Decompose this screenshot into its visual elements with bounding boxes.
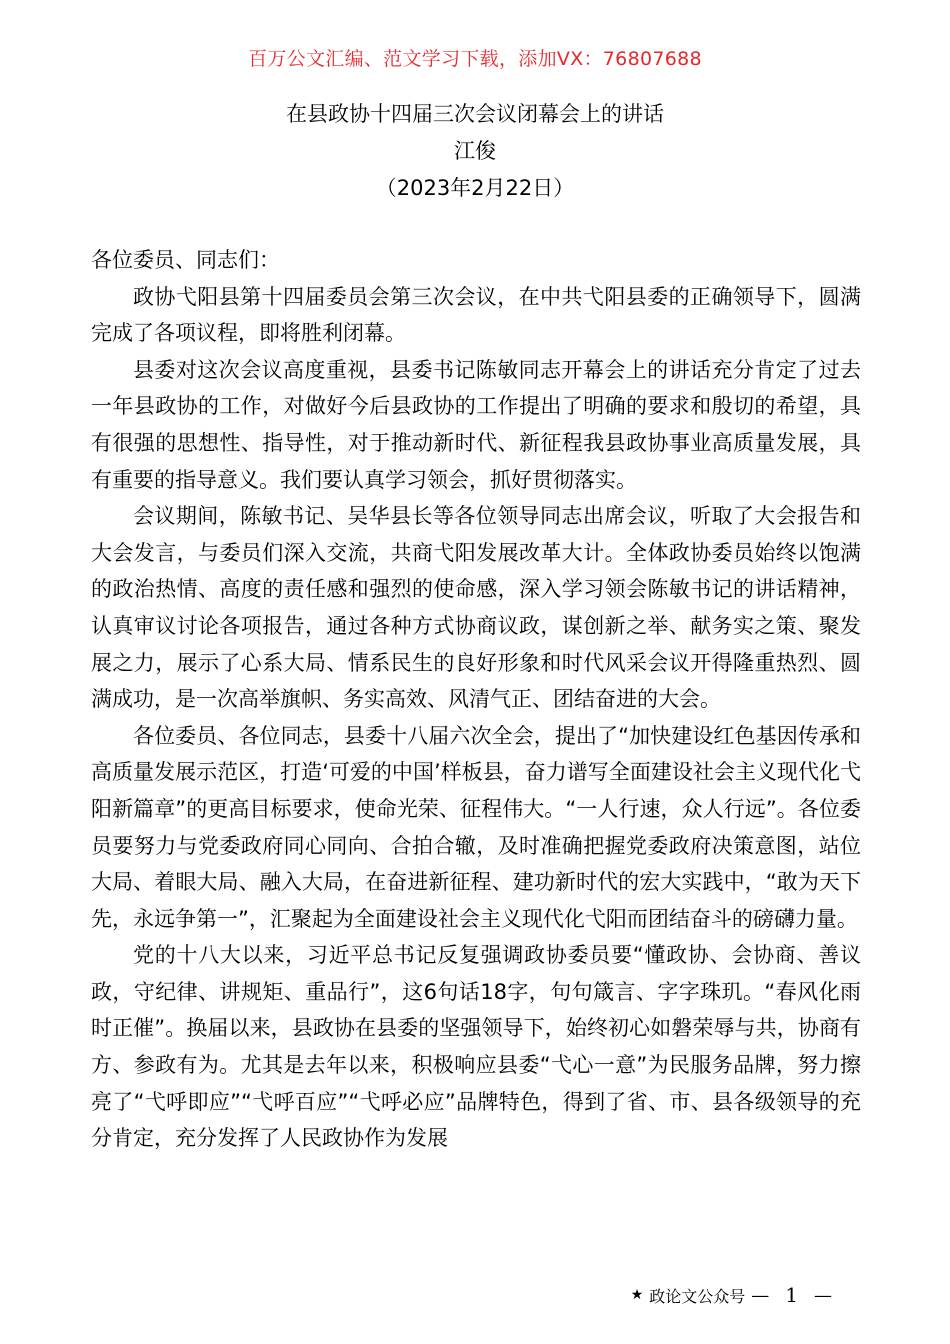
- footer-dash-right: —: [814, 1284, 832, 1306]
- speech-body: [91, 242, 861, 1157]
- page-number: 1: [785, 1283, 798, 1307]
- paragraph: 各位委员、各位同志，县委十八届六次全会，提出了“加快建设红色基因传承和高质量发展示范区，打造‘可爱的中国’样板县，奋力谱写全面建设社会主义现代化弋阳新篇章”的更高目标要求，使命光荣、征程伟大。“一人行速，众人行远”。各位委员要努力与党委政府同心同向、合拍合辙，及时准确把握党委政府决策意图，站位大局、着眼大局、融入大局，在奋进新征程、建功新时代的宏大实践中，“敢为天下先，永远争第一”，汇聚起为全面建设社会主义现代化弋阳而团结奋斗的磅礴力量。: [91, 723, 861, 931]
- footer-dash-left: —: [751, 1284, 770, 1306]
- footer-source: 政论文公众号: [649, 1286, 746, 1306]
- paragraph: 县委对这次会议高度重视，县委书记陈敏同志开幕会上的讲话充分肯定了过去一年县政协的工作，对做好今后县政协的工作提出了明确的要求和殷切的希望，具有很强的思想性、指导性，对于推动新时代、新征程我县政协事业高质量发展，具有重要的指导意义。我们要认真学习领会，抓好贯彻落实。: [91, 357, 861, 492]
- title-block: [0, 96, 950, 207]
- paragraph: 会议期间，陈敏书记、吴华县长等各位领导同志出席会议，听取了大会报告和大会发言，与委员们深入交流，共商弋阳发展改革大计。全体政协委员始终以饱满的政治热情、高度的责任感和强烈的使命感，深入学习领会陈敏书记的讲话精神，认真审议讨论各项报告，通过各种方式协商议政，谋创新之举、献务实之策、聚发展之力，展示了心系大局、情系民生的良好形象和时代风采会议开得隆重热烈、圆满成功，是一次高举旗帜、务实高效、风清气正、团结奋进的大会。: [91, 504, 861, 712]
- paragraph: 党的十八大以来，习近平总书记反复强调政协委员要“懂政协、会协商、善议政，守纪律、讲规矩、重品行”，这6句话18字，句句箴言、字字珠玑。“春风化雨时正催”。换届以来，县政协在县委的坚强领导下，始终初心如磐荣辱与共，协商有方、参政有为。尤其是去年以来，积极响应县委“弋心一意”为民服务品牌，努力擦亮了“弋呼即应”“弋呼百应”“弋呼必应”品牌特色，得到了省、市、县各级领导的充分肯定，充分发挥了人民政协作为发展: [91, 943, 861, 1151]
- watermark-banner: 百万公文汇编、范文学习下载，添加VX：76807688: [248, 48, 702, 70]
- speech-author: 江俊: [454, 139, 496, 163]
- paragraph: 政协弋阳县第十四届委员会第三次会议，在中共弋阳县委的正确领导下，圆满完成了各项议程，即将胜利闭幕。: [91, 284, 861, 346]
- speech-date: （2023年2月22日）: [375, 176, 575, 200]
- salutation: 各位委员、同志们：: [91, 248, 280, 272]
- speech-title: 在县政协十四届三次会议闭幕会上的讲话: [286, 102, 664, 126]
- star-icon: ★: [630, 1287, 644, 1303]
- page-footer: [631, 1283, 832, 1307]
